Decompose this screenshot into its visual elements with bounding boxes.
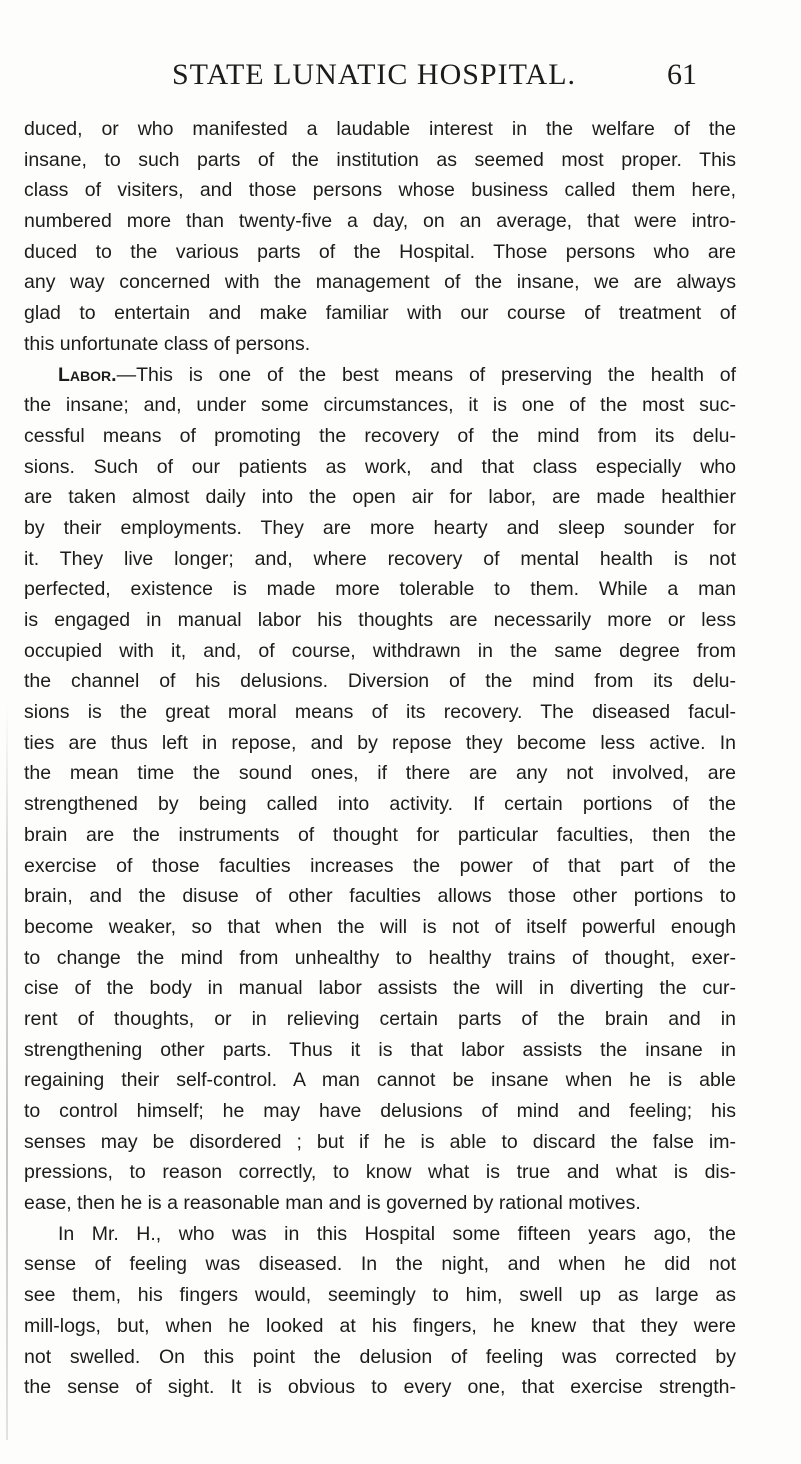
page-header (172, 58, 697, 98)
text-line: senses may be disordered ; but if he is able to discard the false im- (24, 1130, 736, 1153)
running-title: STATE LUNATIC HOSPITAL. (172, 58, 577, 91)
text-line: regaining their self-control. A man cannot be insane when he is able (24, 1069, 736, 1092)
text-line: the insane; and, under some circumstances, it is one of the most suc- (24, 394, 736, 417)
text-line: the sense of sight. It is obvious to every one, that exercise strength- (24, 1376, 736, 1399)
text-line: In Mr. H., who was in this Hospital some fifteen years ago, the (58, 1222, 736, 1245)
text-line: ties are thus left in repose, and by repose they become less active. In (24, 731, 736, 754)
page-number: 61 (667, 58, 697, 91)
text-line: the mean time the sound ones, if there are any not involved, are (24, 762, 736, 785)
text-line: class of visiters, and those persons whose business called them here, (24, 179, 736, 202)
text-line: to control himself; he may have delusions of mind and feeling; his (24, 1100, 736, 1122)
text-line: sions is the great moral means of its recovery. The diseased facul- (24, 701, 736, 724)
text-line: to change the mind from unhealthy to healthy trains of thought, exer- (24, 946, 736, 969)
text-line: duced to the various parts of the Hospital. Those persons who are (24, 240, 736, 263)
text-line: cessful means of promoting the recovery of the mind from its delu- (24, 424, 736, 447)
text-line: cise of the body in manual labor assists the will in diverting the cur- (24, 977, 736, 1000)
section-heading-labor: Labor. (58, 363, 117, 386)
text-line: insane, to such parts of the institution as seemed most proper. This (24, 148, 736, 171)
text-line: ease, then he is a reasonable man and is governed by rational motives. (24, 1192, 641, 1215)
text-line: strengthened by being called into activity. If certain portions of the (24, 793, 736, 816)
text-line (24, 360, 736, 391)
text-line: sions. Such of our patients as work, and that class especially who (24, 455, 736, 478)
text-line-rest: —This is one of the best means of preserving the health of (116, 363, 736, 386)
text-line: strengthening other parts. Thus it is that labor assists the insane in (24, 1038, 736, 1061)
text-line: see them, his fingers would, seemingly to him, swell up as large as (24, 1284, 736, 1307)
binding-edge-shadow (6, 700, 8, 1440)
text-line: perfected, existence is made more tolerable to them. While a man (24, 578, 736, 601)
text-line: numbered more than twenty-five a day, on an average, that were intro- (24, 210, 736, 233)
text-line: by their employments. They are more hearty and sleep sounder for (24, 516, 736, 539)
text-line: this unfortunate class of persons. (24, 332, 311, 355)
text-line: sense of feeling was diseased. In the night, and when he did not (24, 1253, 736, 1276)
text-line: rent of thoughts, or in relieving certain parts of the brain and in (24, 1007, 736, 1030)
text-line: exercise of those faculties increases the power of that part of the (24, 854, 736, 877)
text-line: occupied with it, and, of course, withdrawn in the same degree from (24, 639, 736, 662)
text-line: not swelled. On this point the delusion of feeling was corrected by (24, 1345, 736, 1368)
text-line: glad to entertain and make familiar with our course of treatment of (24, 302, 736, 325)
text-line: any way concerned with the management of the insane, we are always (24, 271, 736, 294)
text-line: duced, or who manifested a laudable interest in the welfare of the (24, 118, 736, 140)
text-line: brain are the instruments of thought for particular faculties, then the (24, 823, 736, 846)
text-line: it. They live longer; and, where recovery of mental health is not (24, 547, 736, 570)
text-line: pressions, to reason correctly, to know what is true and what is dis- (24, 1161, 736, 1184)
text-line: brain, and the disuse of other faculties allows those other portions to (24, 885, 736, 908)
text-line: become weaker, so that when the will is not of itself powerful enough (24, 915, 736, 938)
text-line: is engaged in manual labor his thoughts are necessarily more or less (24, 609, 736, 631)
text-line: are taken almost daily into the open air for labor, are made healthier (24, 486, 736, 509)
text-line: the channel of his delusions. Diversion of the mind from its delu- (24, 670, 736, 693)
text-line: mill-logs, but, when he looked at his fingers, he knew that they were (24, 1314, 736, 1337)
body-text (24, 114, 736, 1403)
